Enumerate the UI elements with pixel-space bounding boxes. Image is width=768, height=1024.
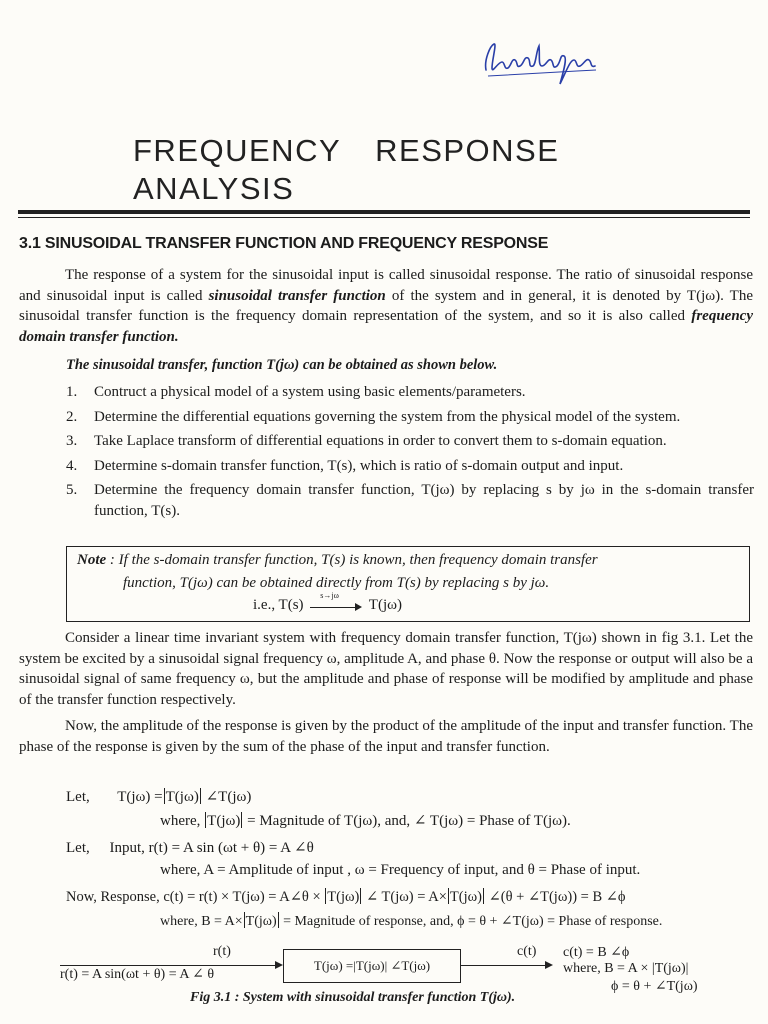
list-item: 2. Determine the differential equations governing the system from the physical model of the system. [66,408,681,425]
figure-caption: Fig 3.1 : System with sinusoidal transfer function T(jω). [190,990,516,1005]
list-item: 4. Determine s-domain transfer function, T(s), which is ratio of s-domain output and input. [66,457,624,474]
term-sinusoidal-transfer-function: sinusoidal transfer function [208,287,386,304]
figure-output-label: c(t) [517,944,537,959]
figure-output-line-3: ϕ = θ + ∠T(jω) [611,979,698,994]
section-heading: 3.1 SINUSOIDAL TRANSFER FUNCTION AND FREQUENCY RESPONSE [19,235,549,252]
equation-where-response: where, B = A× T(jω) = Magnitude of response, and, ϕ = θ + ∠T(jω) = Phase of response. [160,914,663,929]
list-item: 1. Contruct a physical model of a system using basic elements/parameters. [66,384,526,400]
chapter-title [133,132,559,208]
list-item: 5. Determine the frequency domain transfer function, T(jω) by replacing s by jω in the s-domain transfer function, T(s). [66,482,754,519]
intro-paragraph: The response of a system for the sinusoidal input is called sinusoidal response. The ratio of sinusoidal response and sinusoidal input is called sinusoidal transfer function of the system and in general, it is denoted by T(jω). The sinusoidal transfer function is the frequency domain representation of the system, and so it is also called frequency domain transfer function. [19,267,754,345]
figure-input-label: r(t) [213,944,231,959]
title-word-analysis: ANALYSIS [133,171,295,206]
equation-where-magnitude: where, T(jω) = Magnitude of T(jω), and, ∠ T(jω) = Phase of T(jω). [160,813,571,829]
note-box [66,546,750,622]
steps-list [66,382,754,525]
input-line [60,965,275,966]
transfer-function-block: T(jω) =|T(jω)| ∠T(jω) [283,949,461,983]
title-word-response: RESPONSE [375,133,560,168]
figure-3-1 [0,940,768,1024]
equation-response: Now, Response, c(t) = r(t) × T(jω) = A∠θ × T(jω) ∠ T(jω) = A× T(jω) ∠(θ + ∠T(jω)) = B ∠ϕ [66,889,626,905]
equation-let-input: Let, Input, r(t) = A sin (ωt + θ) = A ∠θ [66,840,314,856]
list-item: 3. Take Laplace transform of differential equations in order to convert them to s-domain equation. [66,433,667,449]
title-rule-thick [18,210,750,214]
note-line-2: function, T(jω) can be obtained directly from T(s) by replacing s by jω. [123,575,550,591]
note-ie-line: i.e., T(s) s→jω T(jω) [253,590,402,613]
figure-input-expression: r(t) = A sin(ωt + θ) = A ∠ θ [60,967,215,982]
arrow-icon [545,961,553,969]
term-frequency-domain-transfer-function: frequency domain transfer function. [19,308,753,345]
note-line-1: : If the s-domain transfer function, T(s) is known, then frequency domain transfer [109,552,598,568]
consider-paragraph: Consider a linear time invariant system with frequency domain transfer function, T(jω) shown in fig 3.1. Let the system be excited by a sinusoidal signal frequency ω, amplitude A, and phase θ. Now the response or output will also be a sinusoidal signal of same frequency ω, but the amplitude and phase of response will be modified by amplitude and phase of the transfer function respectively. [19,630,753,708]
arrow-icon: s→jω [310,599,362,613]
note-label: Note [77,552,107,568]
output-line [461,965,545,966]
title-word-frequency: FREQUENCY [133,133,342,168]
figure-output-line-1: c(t) = B ∠ϕ [563,945,630,960]
equation-let-transfer: Let, T(jω) = T(jω) ∠T(jω) [66,789,252,805]
amplitude-paragraph: Now, the amplitude of the response is given by the product of the amplitude of the input and transfer function. The phase of the response is given by the sum of the phase of the input and transfer function. [19,718,753,755]
title-rule-thin [18,217,750,218]
signature-image [478,32,608,92]
equation-where-input: where, A = Amplitude of input , ω = Frequency of input, and θ = Phase of input. [160,862,641,878]
steps-heading: The sinusoidal transfer, function T(jω) can be obtained as shown below. [66,357,498,373]
figure-output-line-2: where, B = A × |T(jω)| [563,961,689,976]
arrow-icon [275,961,283,969]
